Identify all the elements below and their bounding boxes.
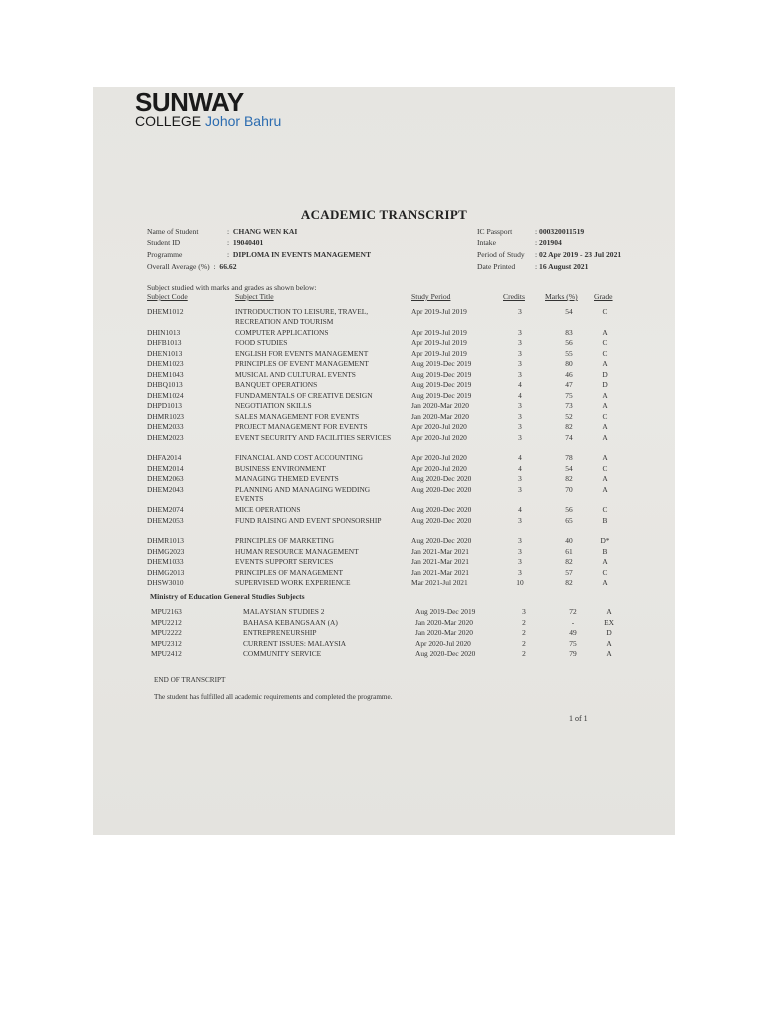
study-period: Jan 2020-Mar 2020 (411, 401, 469, 410)
grade: D (606, 628, 612, 637)
student-id: 19040401 (232, 238, 264, 247)
header-period: Study Period (411, 292, 451, 301)
sunway-logo: SUNWAY (135, 87, 244, 117)
credits: 3 (518, 307, 522, 316)
printed-row: Date Printed : 16 August 2021 (477, 262, 589, 271)
marks: 49 (569, 628, 577, 637)
subject-title: EVENT SECURITY AND FACILITIES SERVICES (235, 432, 392, 442)
study-period: Apr 2020-Jul 2020 (411, 432, 467, 442)
credits: 4 (518, 453, 522, 462)
credits: 2 (522, 638, 526, 648)
student-name-row: Name of Student : CHANG WEN KAI (147, 227, 298, 236)
subject-title: EVENTS SUPPORT SERVICES (235, 557, 334, 566)
subject-code: DHEM2063 (147, 474, 184, 483)
credits: 4 (518, 380, 522, 389)
header-title: Subject Title (235, 292, 274, 301)
marks: 61 (565, 546, 573, 556)
grade: B (602, 546, 608, 556)
subject-title: FOOD STUDIES (235, 338, 288, 347)
credits: 2 (522, 649, 526, 658)
subject-title: NEGOTIATION SKILLS (235, 401, 312, 410)
marks: 55 (565, 348, 573, 358)
grade: D (602, 380, 608, 389)
table-row (151, 618, 621, 628)
grade: C (602, 307, 608, 316)
study-period: Apr 2020-Jul 2020 (411, 453, 467, 462)
subject-code: DHMR1013 (147, 536, 184, 545)
subject-title: COMMUNITY SERVICE (243, 649, 322, 658)
credits: 3 (518, 546, 522, 556)
marks: 82 (565, 474, 573, 483)
study-period: Apr 2019-Jul 2019 (411, 327, 467, 337)
subject-title: MICE OPERATIONS (235, 505, 301, 514)
study-period: Jan 2020-Mar 2020 (415, 617, 473, 627)
table-row (147, 557, 617, 567)
table-row (147, 422, 617, 432)
header-code: Subject Code (147, 292, 188, 301)
moe-heading: Ministry of Education General Studies Subjects (150, 592, 305, 601)
grade: A (602, 359, 608, 368)
subject-title: BUSINESS ENVIRONMENT (235, 463, 326, 473)
table-row (147, 484, 617, 504)
marks: 47 (565, 380, 573, 389)
subject-code: DHEM2074 (147, 505, 184, 514)
subject-code: DHEM1024 (147, 390, 184, 400)
subject-code: MPU2312 (151, 638, 182, 648)
table-row (147, 516, 617, 526)
marks: 78 (565, 453, 573, 462)
marks: 72 (569, 607, 577, 616)
subject-title: PRINCIPLES OF MANAGEMENT (235, 567, 343, 577)
study-period: Apr 2020-Jul 2020 (415, 638, 471, 648)
intake: 201904 (539, 238, 562, 247)
grade: C (602, 463, 608, 473)
subject-code: DHEM2043 (147, 484, 184, 494)
grade: C (602, 348, 608, 358)
subject-title: INTRODUCTION TO LEISURE, TRAVEL, RECREATION AND TOURISM (235, 307, 369, 326)
marks: 54 (565, 463, 573, 473)
marks: 83 (565, 327, 573, 337)
subject-code: DHEM2033 (147, 422, 184, 431)
subject-title: SUPERVISED WORK EXPERIENCE (235, 578, 351, 587)
study-period: Aug 2020-Dec 2020 (411, 474, 472, 483)
subject-title: COMPUTER APPLICATIONS (235, 327, 329, 337)
marks: 82 (565, 422, 573, 431)
subject-code: MPU2212 (151, 617, 182, 627)
credits: 3 (518, 411, 522, 421)
marks: 82 (565, 557, 573, 566)
grade: A (602, 432, 608, 442)
marks: 65 (565, 515, 573, 525)
marks: 73 (565, 401, 573, 410)
study-period: Aug 2020-Dec 2020 (411, 536, 472, 545)
table-row (151, 628, 621, 638)
grade: B (602, 515, 608, 525)
credits: 2 (522, 617, 526, 627)
subject-title: PLANNING AND MANAGING WEDDING EVENTS (235, 484, 371, 504)
subject-code: MPU2222 (151, 628, 182, 637)
table-row (147, 464, 617, 474)
marks: 75 (569, 638, 577, 648)
subject-code: DHFA2014 (147, 453, 182, 462)
student-id-row: Student ID : 19040401 (147, 238, 264, 247)
ic-row: IC Passport : 000320011519 (477, 227, 585, 236)
table-row (151, 649, 621, 659)
subject-code: MPU2163 (151, 607, 182, 616)
grade: A (602, 401, 608, 410)
campus-label: Johor Bahru (205, 113, 282, 129)
grade: EX (604, 617, 614, 627)
subject-title: BANQUET OPERATIONS (235, 380, 318, 389)
average-row: Overall Average (%) : 66.62 (147, 262, 237, 271)
credits: 3 (518, 567, 522, 577)
grade: A (602, 484, 608, 494)
subject-title: ENGLISH FOR EVENTS MANAGEMENT (235, 348, 369, 358)
grade: A (602, 390, 608, 400)
grade: D (602, 369, 608, 379)
study-period: Aug 2020-Dec 2020 (411, 505, 472, 514)
grade: A (602, 474, 608, 483)
subject-code: DHEM2053 (147, 515, 184, 525)
marks: - (571, 617, 575, 627)
subject-title: FUND RAISING AND EVENT SPONSORSHIP (235, 515, 382, 525)
grade: C (602, 338, 608, 347)
subject-title: BAHASA KEBANGSAAN (A) (243, 617, 338, 627)
subject-title: ENTREPRENEURSHIP (243, 628, 317, 637)
study-period: Aug 2019-Dec 2019 (411, 390, 472, 400)
grade: A (602, 453, 608, 462)
header-grade: Grade (594, 292, 613, 301)
table-row (147, 349, 617, 359)
subject-code: DHBQ1013 (147, 380, 183, 389)
intake-row: Intake : 201904 (477, 238, 562, 247)
credits: 2 (522, 628, 526, 637)
marks: 79 (569, 649, 577, 658)
study-period: Apr 2020-Jul 2020 (411, 422, 467, 431)
subject-code: DHSW3010 (147, 578, 184, 587)
credits: 3 (518, 348, 522, 358)
credits: 3 (518, 369, 522, 379)
period-of-study: 02 Apr 2019 - 23 Jul 2021 (539, 250, 622, 259)
marks: 57 (565, 567, 573, 577)
page-number: 1 of 1 (569, 714, 588, 723)
grade: C (602, 411, 608, 421)
grade: A (606, 607, 612, 616)
subject-title: MALAYSIAN STUDIES 2 (243, 607, 325, 616)
marks: 75 (565, 390, 573, 400)
intro-text: Subject studied with marks and grades as shown below: (147, 283, 317, 292)
grade: C (602, 505, 608, 514)
subject-title: PRINCIPLES OF EVENT MANAGEMENT (235, 359, 369, 368)
credits: 3 (518, 432, 522, 442)
table-row (147, 307, 617, 326)
subject-title: MANAGING THEMED EVENTS (235, 474, 339, 483)
ic-passport: 000320011519 (539, 227, 585, 236)
table-row (147, 433, 617, 443)
completion-statement: The student has fulfilled all academic requirements and completed the programme. (154, 693, 393, 701)
subject-code: DHFB1013 (147, 338, 182, 347)
table-row (147, 568, 617, 578)
period-row: Period of Study : 02 Apr 2019 - 23 Jul 2021 (477, 250, 622, 259)
grade: A (602, 557, 608, 566)
overall-average: 66.62 (219, 262, 237, 271)
subject-title: CURRENT ISSUES: MALAYSIA (243, 638, 347, 648)
study-period: Apr 2019-Jul 2019 (411, 348, 467, 358)
credits: 3 (518, 327, 522, 337)
credits: 3 (518, 484, 522, 494)
credits: 10 (516, 578, 524, 587)
study-period: Jan 2021-Mar 2021 (411, 557, 469, 566)
marks: 70 (565, 484, 573, 494)
credits: 3 (518, 422, 522, 431)
subject-code: DHIN1013 (147, 327, 181, 337)
subject-code: DHEM1012 (147, 307, 184, 316)
subject-title: PROJECT MANAGEMENT FOR EVENTS (235, 422, 368, 431)
credits: 3 (518, 536, 522, 545)
table-row (147, 474, 617, 484)
table-row (151, 639, 621, 649)
credits: 3 (522, 607, 526, 616)
marks: 52 (565, 411, 573, 421)
credits: 4 (518, 463, 522, 473)
subject-code: DHMR1023 (147, 411, 184, 421)
study-period: Aug 2019-Dec 2019 (411, 369, 472, 379)
programme: DIPLOMA IN EVENTS MANAGEMENT (232, 250, 372, 259)
grade: A (606, 649, 612, 658)
study-period: Aug 2019-Dec 2019 (411, 359, 472, 368)
subject-title: MUSICAL AND CULTURAL EVENTS (235, 369, 356, 379)
table-row (147, 380, 617, 390)
table-row (147, 536, 617, 546)
credits: 3 (518, 515, 522, 525)
marks: 40 (565, 536, 573, 545)
study-period: Apr 2019-Jul 2019 (411, 338, 467, 347)
table-row (147, 359, 617, 369)
marks: 54 (565, 307, 573, 316)
student-name: CHANG WEN KAI (232, 227, 298, 236)
table-row (147, 338, 617, 348)
table-row (147, 412, 617, 422)
study-period: Jan 2021-Mar 2021 (411, 567, 469, 577)
grade: A (602, 422, 608, 431)
credits: 4 (518, 505, 522, 514)
subject-code: DHMG2023 (147, 546, 185, 556)
date-printed: 16 August 2021 (539, 262, 589, 271)
table-row (147, 391, 617, 401)
marks: 82 (565, 578, 573, 587)
study-period: Apr 2020-Jul 2020 (411, 463, 467, 473)
credits: 3 (518, 401, 522, 410)
subject-title: FUNDAMENTALS OF CREATIVE DESIGN (235, 390, 373, 400)
table-row (147, 505, 617, 515)
end-of-transcript: END OF TRANSCRIPT (154, 676, 226, 684)
study-period: Aug 2019-Dec 2019 (411, 380, 472, 389)
subject-code: DHEN1013 (147, 348, 183, 358)
credits: 3 (518, 474, 522, 483)
marks: 56 (565, 505, 573, 514)
subject-code: DHEM1043 (147, 369, 184, 379)
study-period: Aug 2020-Dec 2020 (411, 484, 472, 494)
study-period: Jan 2021-Mar 2021 (411, 546, 469, 556)
table-row (147, 401, 617, 411)
header-credits: Credits (503, 292, 525, 301)
credits: 3 (518, 557, 522, 566)
programme-row: Programme : DIPLOMA IN EVENTS MANAGEMENT (147, 250, 372, 259)
subject-title: PRINCIPLES OF MARKETING (235, 536, 334, 545)
header-marks: Marks (%) (545, 292, 578, 301)
study-period: Aug 2019-Dec 2019 (415, 607, 476, 616)
study-period: Aug 2020-Dec 2020 (411, 515, 472, 525)
subject-title: FINANCIAL AND COST ACCOUNTING (235, 453, 363, 462)
subject-title: HUMAN RESOURCE MANAGEMENT (235, 546, 359, 556)
study-period: Apr 2019-Jul 2019 (411, 307, 467, 316)
transcript-photo (93, 87, 675, 835)
marks: 74 (565, 432, 573, 442)
study-period: Aug 2020-Dec 2020 (415, 649, 476, 658)
table-row (147, 578, 617, 588)
college-logo-text (135, 113, 281, 129)
credits: 3 (518, 338, 522, 347)
grade: A (606, 638, 612, 648)
credits: 4 (518, 390, 522, 400)
grade: A (602, 578, 608, 587)
subject-code: MPU2412 (151, 649, 182, 658)
marks: 80 (565, 359, 573, 368)
table-row (147, 547, 617, 557)
grade: A (602, 327, 608, 337)
subject-code: DHEM1023 (147, 359, 184, 368)
subject-code: DHEM2014 (147, 463, 184, 473)
subject-code: DHEM1033 (147, 557, 184, 566)
study-period: Mar 2021-Jul 2021 (411, 578, 468, 587)
grade: C (602, 567, 608, 577)
marks: 56 (565, 338, 573, 347)
table-row (151, 607, 621, 617)
study-period: Jan 2020-Mar 2020 (415, 628, 473, 637)
subject-code: DHMG2013 (147, 567, 185, 577)
table-row (147, 453, 617, 463)
subject-title: SALES MANAGEMENT FOR EVENTS (235, 411, 360, 421)
table-row (147, 328, 617, 338)
study-period: Jan 2020-Mar 2020 (411, 411, 469, 421)
subject-code: DHEM2023 (147, 432, 184, 442)
credits: 3 (518, 359, 522, 368)
document-title: ACADEMIC TRANSCRIPT (300, 207, 468, 222)
grade: D* (600, 536, 610, 545)
college-label: COLLEGE (135, 113, 202, 129)
marks: 46 (565, 369, 573, 379)
table-row (147, 370, 617, 380)
subject-code: DHPD1013 (147, 401, 182, 410)
